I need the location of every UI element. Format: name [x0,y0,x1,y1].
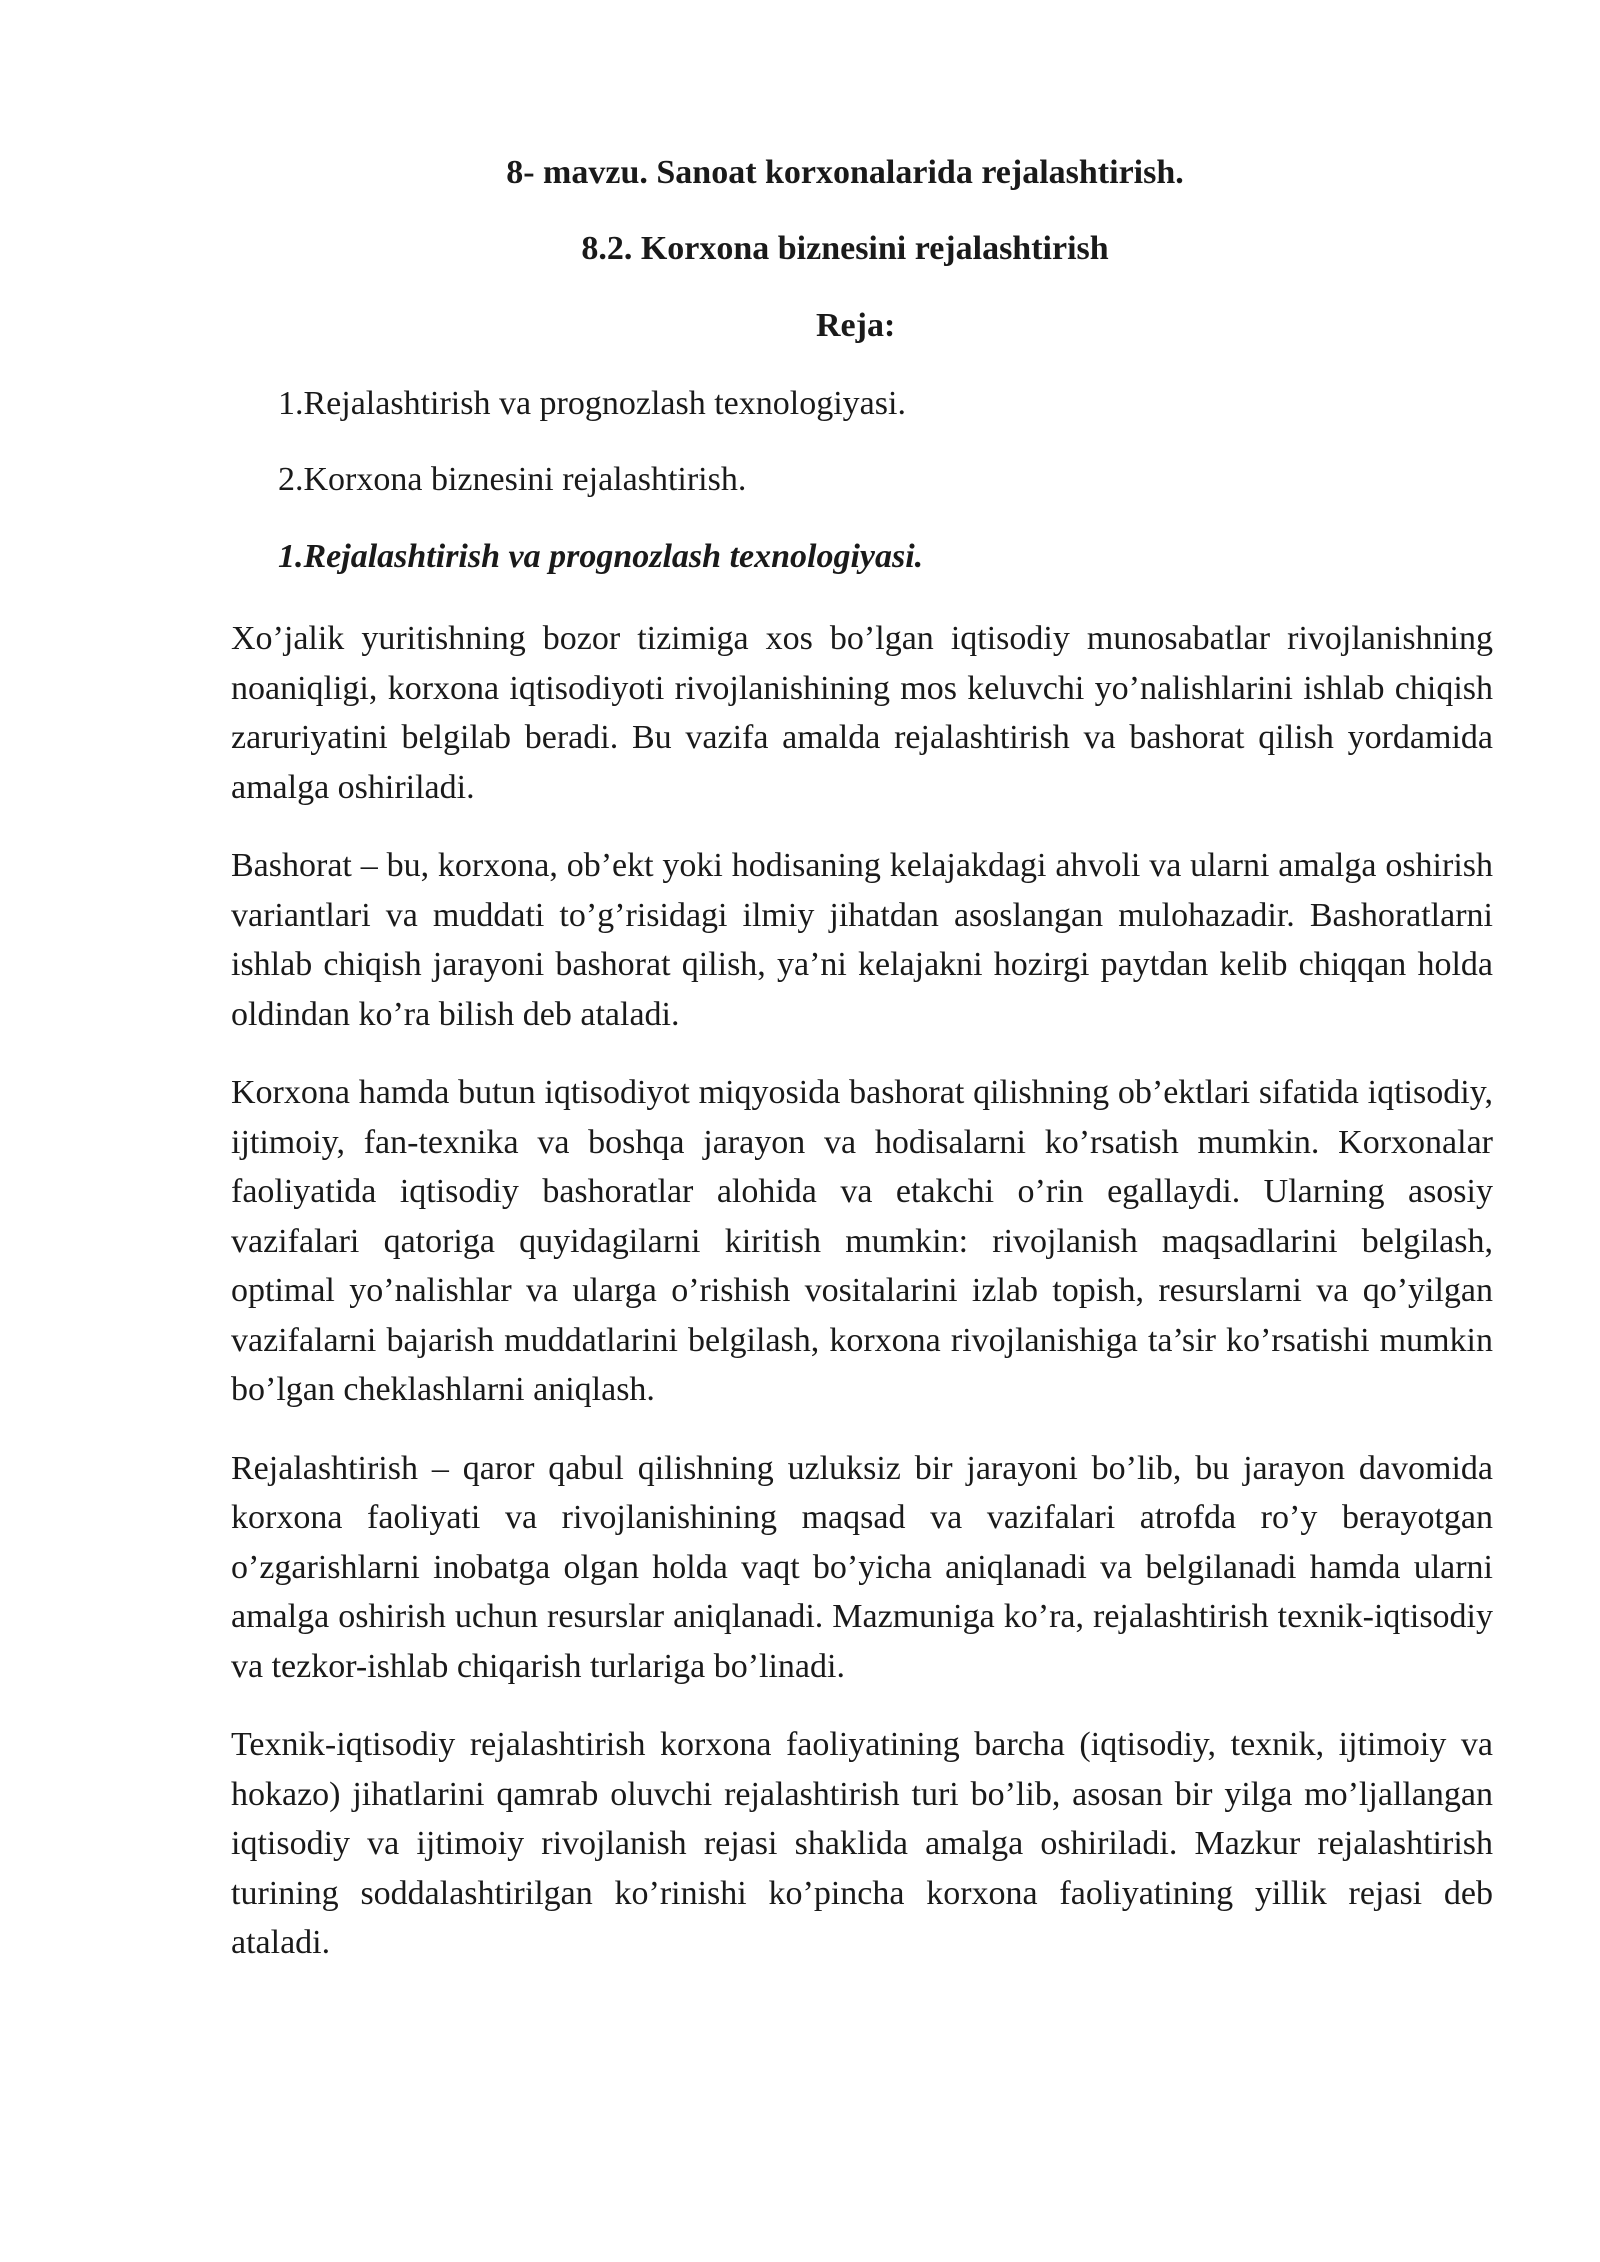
plan-item: 1.Rejalashtirish va prognozlash texnologiyasi. [278,385,906,422]
paragraph: Rejalashtirish – qaror qabul qilishning uzluksiz bir jarayoni bo’lib, bu jarayon davomida korxona faoliyati va rivojlanishining maqsad va vazifalari atrofda ro’y berayotgan o’zgarishlarni inobatga olgan holda vaqt bo’yicha aniqlanadi va belgilanadi hamda ularni amalga oshirish uchun resurslar aniqlanadi. Mazmuniga ko’ra, rejalashtirish texnik-iqtisodiy va tezkor-ishlab chiqarish turlariga bo’linadi. [231,1449,1493,1685]
paragraph: Korxona hamda butun iqtisodiyot miqyosida bashorat qilishning ob’ektlari sifatida iqtisodiy, ijtimoiy, fan-texnika va boshqa jarayon va hodisalarni ko’rsatish mumkin. Korxonalar faoliyatida iqtisodiy bashoratlar alohida va etakchi o’rin egallaydi. Ularning asosiy vazifalari qatoriga quyidagilarni kiritish mumkin: rivojlanish maqsadlarini belgilash, optimal yo’nalishlar va ularga o’rishish vositalarini izlab topish, resurslarni va qo’yilgan vazifalarni bajarish muddatlarini belgilash, korxona rivojlanishiga ta’sir ko’rsatishi mumkin bo’lgan cheklashlarni aniqlash. [231,1074,1493,1408]
topic-title: 8- mavzu. Sanoat korxonalarida rejalashtirish. [506,154,1184,191]
body-text [231,614,1493,1997]
subtopic-title: 8.2. Korxona biznesini rejalashtirish [581,230,1109,267]
plan-item: 2.Korxona biznesini rejalashtirish. [278,461,747,498]
paragraph: Xo’jalik yuritishning bozor tizimiga xos bo’lgan iqtisodiy munosabatlar rivojlanishning noaniqligi, korxona iqtisodiyoti rivojlanishining mos keluvchi yo’nalishlarini ishlab chiqish zaruriyatini belgilab beradi. Bu vazifa amalda rejalashtirish va bashorat qilish yordamida amalga oshiriladi. [231,620,1493,806]
plan-label: Reja: [816,307,896,344]
section-heading: 1.Rejalashtirish va prognozlash texnologiyasi. [278,538,924,575]
paragraph: Texnik-iqtisodiy rejalashtirish korxona faoliyatining barcha (iqtisodiy, texnik, ijtimoiy va hokazo) jihatlarini qamrab oluvchi rejalashtirish turi bo’lib, asosan bir yilga mo’ljallangan iqtisodiy va ijtimoiy rivojlanish rejasi shaklida amalga oshiriladi. Mazkur rejalashtirish turining soddalashtirilgan ko’rinishi ko’pincha korxona faoliyatining yillik rejasi deb ataladi. [231,1726,1493,1961]
paragraph: Bashorat – bu, korxona, ob’ekt yoki hodisaning kelajakdagi ahvoli va ularni amalga oshirish variantlari va muddati to’g’risidagi ilmiy jihatdan asoslangan mulohazadir. Bashoratlarni ishlab chiqish jarayoni bashorat qilish, ya’ni kelajakni hozirgi paytdan kelib chiqqan holda oldindan ko’ra bilish deb ataladi. [231,847,1493,1033]
